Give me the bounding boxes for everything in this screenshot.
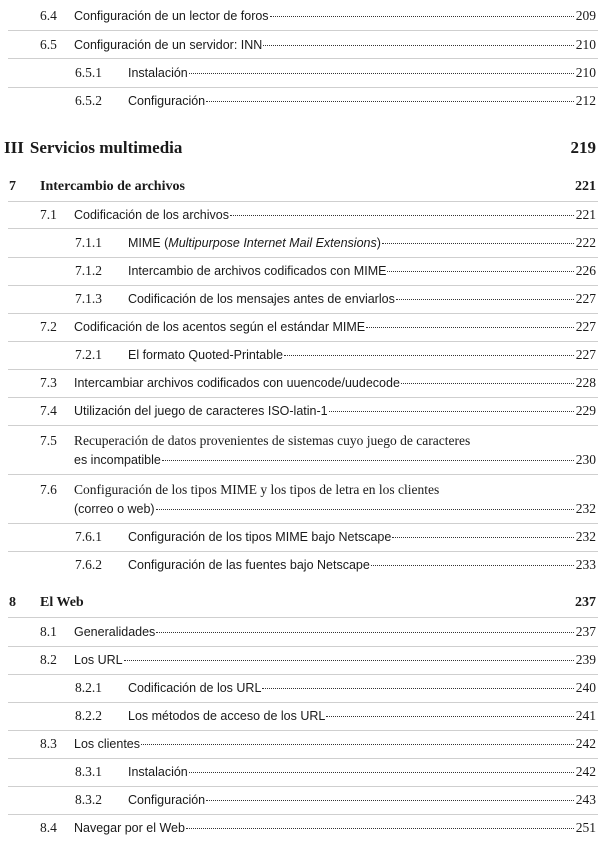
leader-dots (326, 716, 573, 717)
divider (8, 551, 598, 552)
divider (8, 674, 598, 675)
entry-page: 240 (575, 680, 596, 695)
entry-number: 7.2 (40, 319, 57, 334)
entry-title: Intercambio de archivos codificados con MIME (128, 264, 387, 278)
divider (8, 87, 598, 88)
entry-title: Configuración de las fuentes bajo Netscape (128, 558, 370, 572)
entry-line (40, 595, 596, 611)
entry-number: 7.1.1 (75, 235, 102, 250)
entry-title: Configuración (128, 793, 206, 807)
entry-title: Los clientes (74, 737, 141, 751)
entry-title: Codificación de los URL (128, 681, 262, 695)
entry-page: 239 (575, 652, 596, 667)
chapter-number: 8 (9, 595, 16, 610)
entry-page: 221 (575, 179, 596, 194)
entry-number: 8.1 (40, 624, 57, 639)
part-title: Servicios multimedia (29, 138, 183, 157)
leader-dots (371, 565, 574, 566)
entry-page: 232 (575, 529, 596, 544)
part-number: III (4, 138, 24, 157)
entry-line (128, 708, 596, 724)
entry-title-line1: Configuración de los tipos MIME y los tipos de letra en los clientes (74, 482, 440, 497)
entry-number: 6.5.1 (75, 65, 102, 80)
entry-line (128, 93, 596, 109)
divider (8, 313, 598, 314)
entry-line (128, 263, 596, 279)
leader-dots (387, 271, 573, 272)
divider (8, 814, 598, 815)
entry-page: 241 (575, 708, 596, 723)
entry-line (74, 37, 596, 53)
leader-dots (186, 828, 574, 829)
entry-number: 8.2.1 (75, 680, 102, 695)
leader-dots (366, 327, 574, 328)
divider (8, 30, 598, 31)
entry-page: 237 (575, 595, 596, 610)
entry-line (128, 792, 596, 808)
entry-page: 227 (575, 291, 596, 306)
leader-dots (189, 73, 574, 74)
entry-page: 219 (570, 138, 596, 157)
entry-title-plain: MIME ( (128, 236, 169, 250)
entry-number: 7.2.1 (75, 347, 102, 362)
entry-title: Codificación de los acentos según el estándar MIME (74, 320, 366, 334)
leader-dots (230, 215, 574, 216)
entry-page: 227 (575, 347, 596, 362)
entry-title: El formato Quoted-Printable (128, 348, 283, 362)
entry-line (128, 291, 596, 307)
divider (8, 58, 598, 59)
entry-page: 229 (575, 403, 596, 418)
chapter-number: 7 (9, 179, 16, 194)
entry-number: 7.5 (40, 433, 57, 448)
entry-line (4, 138, 596, 158)
entry-title: es incompatible (74, 453, 161, 467)
entry-number: 7.4 (40, 403, 57, 418)
entry-line (128, 764, 596, 780)
chapter-title: El Web (40, 595, 84, 610)
entry-title: Instalación (128, 765, 188, 779)
entry-page: 226 (575, 263, 596, 278)
entry-number: 7.6.2 (75, 557, 102, 572)
entry-title: Los URL (74, 653, 123, 667)
entry-number: 8.3 (40, 736, 57, 751)
entry-line (40, 179, 596, 195)
entry-page: 209 (575, 8, 596, 23)
divider (8, 617, 598, 618)
divider (8, 369, 598, 370)
entry-page: 237 (575, 624, 596, 639)
entry-line (74, 403, 596, 419)
entry-title: Utilización del juego de caracteres ISO-latin-1 (74, 404, 328, 418)
entry-number: 8.3.2 (75, 792, 102, 807)
entry-title: Los métodos de acceso de los URL (128, 709, 326, 723)
entry-title: Intercambiar archivos codificados con uuencode/uudecode (74, 376, 400, 390)
entry-number: 8.2 (40, 652, 57, 667)
divider (8, 702, 598, 703)
entry-line (74, 207, 596, 223)
leader-dots (141, 744, 574, 745)
entry-title: (correo o web) (74, 502, 155, 516)
leader-dots (270, 16, 574, 17)
leader-dots (124, 660, 574, 661)
entry-number: 7.1.3 (75, 291, 102, 306)
divider (8, 758, 598, 759)
divider (8, 285, 598, 286)
entry-line (74, 319, 596, 335)
entry-page: 221 (575, 207, 596, 222)
entry-title: Configuración de un lector de foros (74, 9, 269, 23)
entry-number: 6.4 (40, 8, 57, 23)
entry-page: 242 (575, 764, 596, 779)
entry-line (128, 65, 596, 81)
leader-dots (382, 243, 574, 244)
entry-page: 251 (575, 820, 596, 835)
entry-line (128, 347, 596, 363)
entry-page: 228 (575, 375, 596, 390)
entry-title: Configuración de los tipos MIME bajo Netscape (128, 530, 392, 544)
divider (8, 730, 598, 731)
entry-number: 7.1.2 (75, 263, 102, 278)
entry-line (74, 736, 596, 752)
divider (8, 474, 598, 475)
entry-line (128, 557, 596, 573)
divider (8, 341, 598, 342)
leader-dots (329, 411, 574, 412)
divider (8, 201, 598, 202)
entry-line (74, 8, 596, 24)
entry-line (128, 235, 596, 251)
leader-dots (156, 632, 573, 633)
entry-number: 7.1 (40, 207, 57, 222)
divider (8, 425, 598, 426)
entry-line (74, 501, 596, 517)
entry-title: Generalidades (74, 625, 156, 639)
entry-title-end: ) (376, 236, 381, 250)
entry-page: 243 (575, 792, 596, 807)
entry-title-italic: Multipurpose Internet Mail Extensions (168, 236, 377, 250)
entry-number: 7.3 (40, 375, 57, 390)
leader-dots (263, 45, 573, 46)
entry-title (128, 236, 381, 250)
entry-page: 210 (575, 65, 596, 80)
entry-page: 242 (575, 736, 596, 751)
entry-title: Configuración de un servidor: INN (74, 38, 263, 52)
leader-dots (206, 800, 574, 801)
entry-number: 7.6 (40, 482, 57, 497)
entry-page: 230 (575, 452, 596, 467)
entry-title: Codificación de los archivos (74, 208, 229, 222)
entry-line (74, 652, 596, 668)
leader-dots (284, 355, 574, 356)
entry-line (128, 529, 596, 545)
entry-line (74, 624, 596, 640)
divider (8, 786, 598, 787)
entry-page: 222 (575, 235, 596, 250)
divider (8, 257, 598, 258)
entry-line (128, 680, 596, 696)
leader-dots (189, 772, 574, 773)
entry-number: 7.6.1 (75, 529, 102, 544)
entry-line (74, 375, 596, 391)
entry-title-line1: Recuperación de datos provenientes de sistemas cuyo juego de caracteres (74, 433, 471, 448)
divider (8, 228, 598, 229)
entry-title: Instalación (128, 66, 188, 80)
leader-dots (206, 101, 574, 102)
divider (8, 523, 598, 524)
leader-dots (162, 460, 574, 461)
entry-page: 232 (575, 501, 596, 516)
leader-dots (401, 383, 574, 384)
chapter-title: Intercambio de archivos (40, 179, 185, 194)
entry-title: Codificación de los mensajes antes de enviarlos (128, 292, 395, 306)
entry-number: 8.4 (40, 820, 57, 835)
entry-page: 210 (575, 37, 596, 52)
entry-page: 233 (575, 557, 596, 572)
leader-dots (396, 299, 574, 300)
entry-page: 227 (575, 319, 596, 334)
entry-title: Configuración (128, 94, 206, 108)
leader-dots (392, 537, 573, 538)
divider (8, 397, 598, 398)
entry-line (74, 820, 596, 836)
entry-title: Navegar por el Web (74, 821, 185, 835)
leader-dots (262, 688, 573, 689)
divider (8, 646, 598, 647)
entry-number: 8.2.2 (75, 708, 102, 723)
entry-number: 6.5 (40, 37, 57, 52)
entry-number: 8.3.1 (75, 764, 102, 779)
entry-page: 212 (575, 93, 596, 108)
entry-line (74, 452, 596, 468)
entry-number: 6.5.2 (75, 93, 102, 108)
leader-dots (156, 509, 574, 510)
